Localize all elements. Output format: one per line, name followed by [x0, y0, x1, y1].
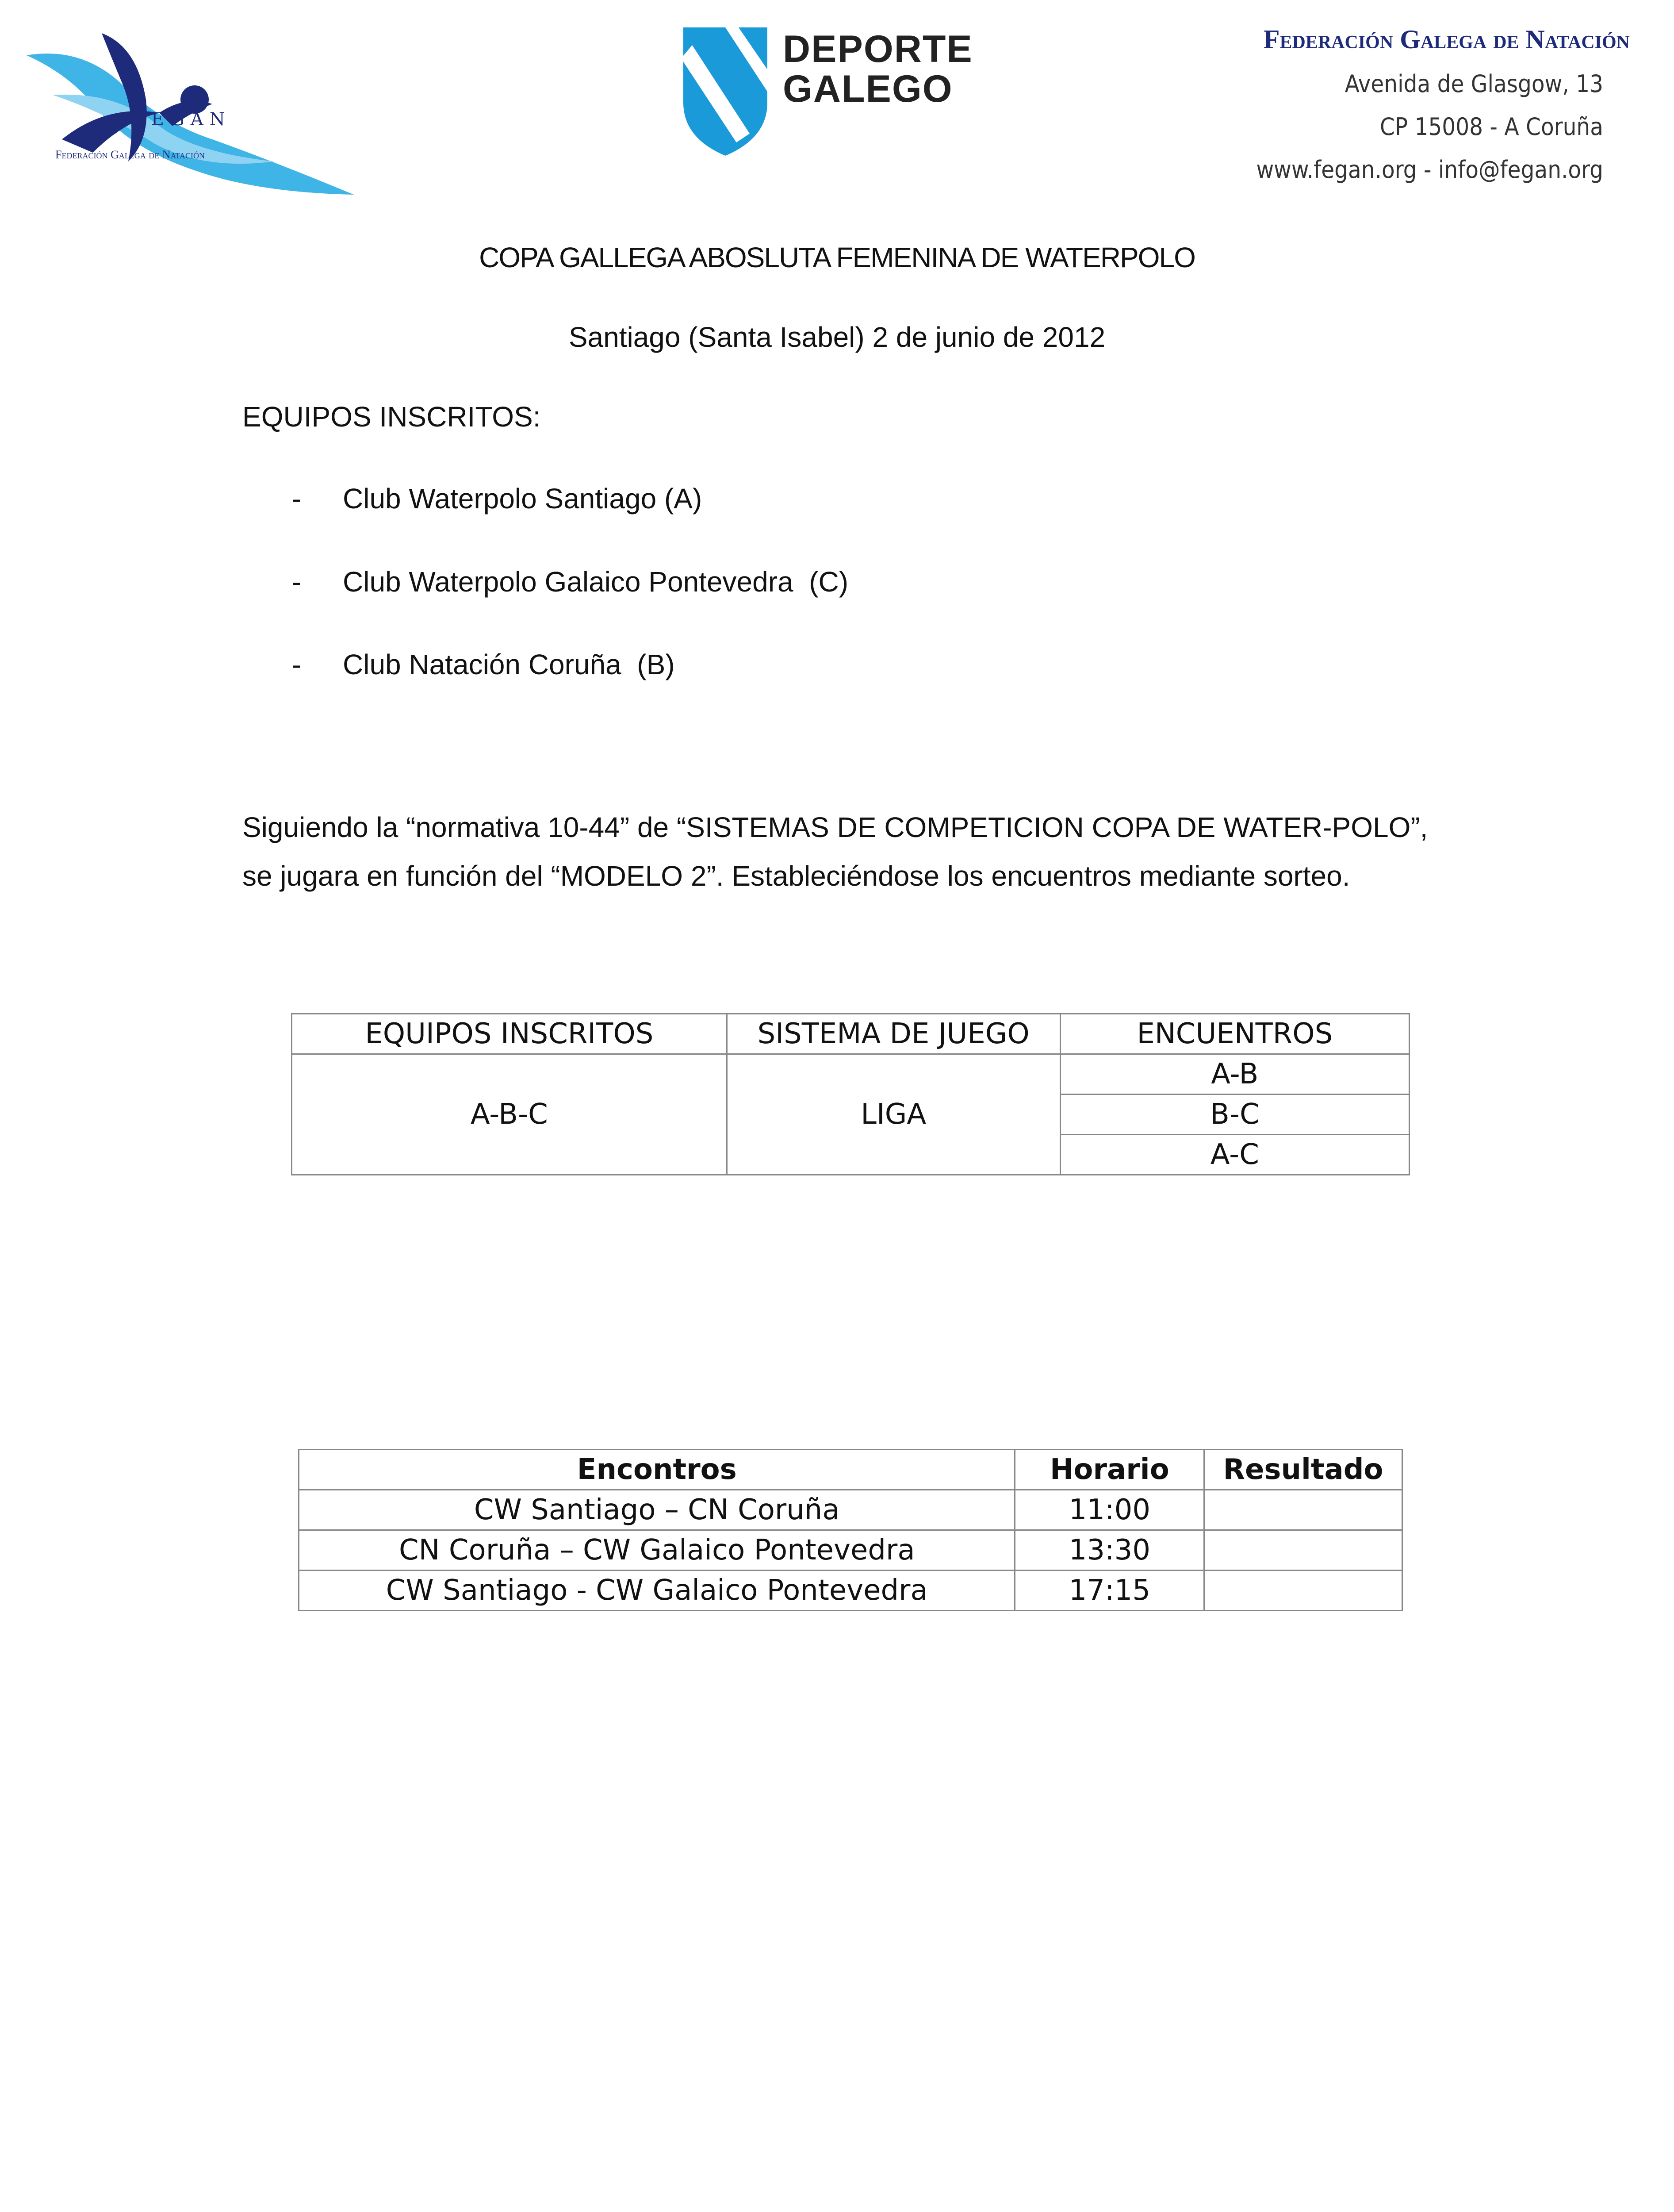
system-cell: LIGA: [727, 1054, 1060, 1175]
federation-address: Avenida de Glasgow, 13: [1345, 70, 1603, 98]
team-name: Club Waterpolo Galaico Pontevedra (C): [343, 566, 849, 598]
team-item: [292, 482, 702, 515]
result-cell[interactable]: [1204, 1571, 1402, 1611]
document-title: COPA GALLEGA ABOSLUTA FEMENINA DE WATERPOLO: [479, 242, 1195, 273]
table-header-row: [292, 1014, 1410, 1054]
header-cell: SISTEMA DE JUEGO: [727, 1014, 1060, 1054]
time-cell: 13:30: [1015, 1530, 1204, 1571]
deporte-label: DEPORTE: [783, 28, 973, 70]
header-cell: Encontros: [299, 1450, 1015, 1490]
match-cell: CN Coruña – CW Galaico Pontevedra: [299, 1530, 1015, 1571]
bullet: -: [292, 649, 302, 680]
team-item: [292, 565, 848, 598]
competition-system-table: [291, 1013, 1410, 1175]
fegan-logo-caption: Federación Galega de Natación: [55, 148, 205, 161]
rules-paragraph-line1: Siguiendo la “normativa 10-44” de “SISTEMAS DE COMPETICION COPA DE WATER-POLO”,: [242, 811, 1428, 843]
header-cell: Resultado: [1204, 1450, 1402, 1490]
match-cell: A-C: [1060, 1135, 1409, 1175]
header-cell: EQUIPOS INSCRITOS: [292, 1014, 727, 1054]
federation-contact: [1121, 24, 1630, 184]
bullet: -: [292, 566, 302, 598]
result-cell[interactable]: [1204, 1490, 1402, 1530]
match-cell: CW Santiago – CN Coruña: [299, 1490, 1015, 1530]
fegan-wordmark: FEGAN: [133, 109, 231, 130]
fegan-logo: [27, 29, 363, 206]
bullet: -: [292, 483, 302, 515]
header-cell: Horario: [1015, 1450, 1204, 1490]
table-header-row: [299, 1450, 1402, 1490]
match-cell: B-C: [1060, 1094, 1409, 1135]
deporte-galego-logo: [683, 27, 973, 160]
time-cell: 11:00: [1015, 1490, 1204, 1530]
team-name: Club Natación Coruña (B): [343, 649, 675, 680]
rules-paragraph: [242, 803, 1613, 900]
document-subtitle: Santiago (Santa Isabel) 2 de junio de 2012: [568, 321, 1106, 353]
table-row: [299, 1571, 1402, 1611]
match-schedule-table: [298, 1449, 1403, 1611]
table-row: [292, 1054, 1410, 1094]
table-row: [299, 1530, 1402, 1571]
fegan-emblem-icon: [27, 29, 363, 206]
galician-shield-icon: [683, 27, 767, 156]
match-cell: CW Santiago - CW Galaico Pontevedra: [299, 1571, 1015, 1611]
galego-label: GALEGO: [783, 68, 953, 110]
team-name: Club Waterpolo Santiago (A): [343, 483, 702, 515]
result-cell[interactable]: [1204, 1530, 1402, 1571]
teams-cell: A-B-C: [292, 1054, 727, 1175]
header-cell: ENCUENTROS: [1060, 1014, 1409, 1054]
time-cell: 17:15: [1015, 1571, 1204, 1611]
federation-name: Federación Galega de Natación: [1263, 25, 1630, 54]
teams-heading: EQUIPOS INSCRITOS:: [242, 401, 541, 433]
rules-paragraph-line2: se jugara en función del “MODELO 2”. Estableciéndose los encuentros mediante sorteo.: [242, 860, 1350, 892]
federation-contact-line: www.fegan.org - info@fegan.org: [1256, 156, 1603, 184]
match-cell: A-B: [1060, 1054, 1409, 1094]
team-item: [292, 648, 675, 681]
table-row: [299, 1490, 1402, 1530]
federation-postal: CP 15008 - A Coruña: [1379, 113, 1603, 141]
